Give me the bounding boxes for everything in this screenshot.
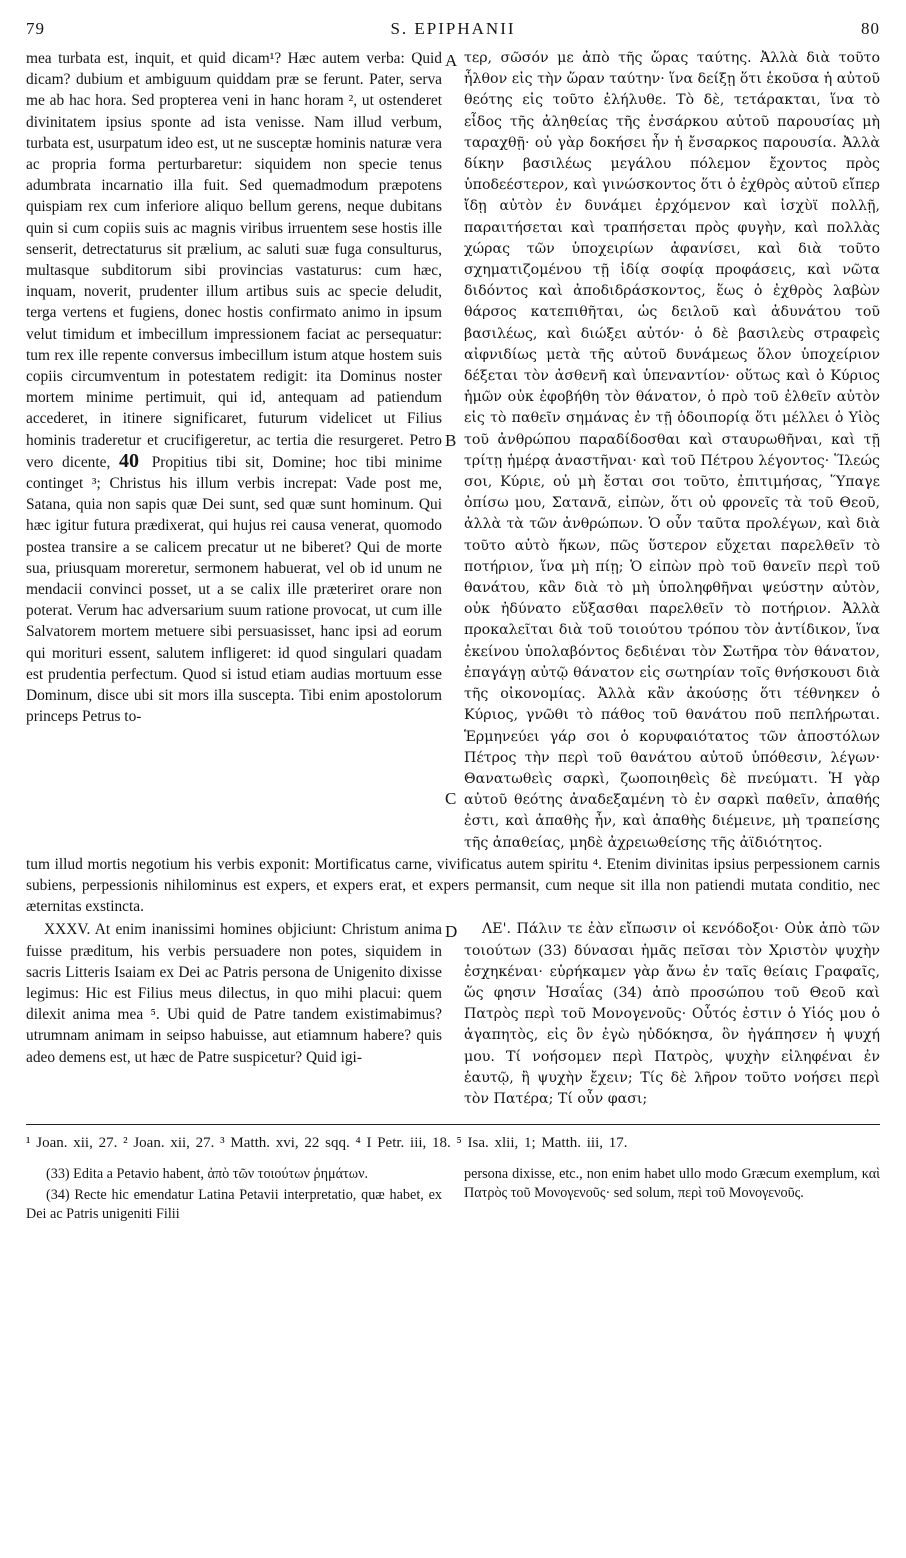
margin-marker-c: C	[445, 789, 457, 808]
left-page-number: 79	[26, 19, 45, 38]
greek-text-section-1: τερ, σῶσόν με ἀπὸ τῆς ὥρας ταύτης. Ἀλλὰ διὰ τοῦτο ἦλθον εἰς τὴν ὥραν ταύτην· ἵνα δείξῃ ὅτι ἑκοῦσα ἡ αὐτοῦ θεότης εἰς τοῦτο ἐλήλυθε. Τὸ δὲ, τετάρακται, ἵνα τὸ εἶδος τῆς ἀληθείας τῆς ἐνσάρκου αὐτοῦ παρουσίας μὴ ταραχθῇ· οὐ γὰρ δοκήσει ἦν ἡ ἔνσαρκος παρουσία. Ἀλλὰ δίκην βασιλέως μεγάλου πόλεμον ἔχοντος πρὸς ὑποδεέστερον, καὶ γινώσκοντος ὅτι ὁ ἐχθρὸς αὐτοῦ εἴπερ ἴδῃ αὐτὸν ἐν δυνάμει ἐρχόμενον καὶ ἰσχὺϊ πολλῇ, παραιτήσεται καὶ τραπήσεται πρὸς φυγὴν, καὶ πολλὰς χώρας τῶν ὑποχειρίων ἀφανίσει, καὶ διὰ τοῦτο σχηματιζομένου τῇ ἰδίᾳ σοφίᾳ προφάσεις, καὶ νῶτα διδόντος καὶ ἀποδιδράσκοντος, ἕως ὁ ἐχθρὸς λαβὼν θάρσος κατεπιθῆται, ὡς δειλοῦ καὶ ἀδυνάτου τοῦ βασιλέως, καὶ διώξει αὐτόν· ὁ δὲ βασιλεὺς στραφεὶς αἰφνιδίως μετὰ τῆς αὐτοῦ δυνάμεως ὅλον ὑποχείριον δέξεται τὸν ἀσθενῆ καὶ ὑπεναντίον· οὕτως καὶ ὁ Κύριος ἡμῶν οὐκ ἐφοβήθη τὸν θάνατον, ὁ πρὸ τοῦ ἐλθεῖν αὐτὸν εἰς τὸ παθεῖν σημάνας ἐν τῇ ὁδοιπορίᾳ ὅτι μέλλει ὁ Υἱὸς τοῦ ἀνθρώπου παραδίδοσθαι καὶ σταυρωθῆναι, καὶ τῇ τρίτῃ ἡμέρᾳ ἀναστῆναι· καὶ τοῦ Πέτρου λέγοντος· Ἵλεώς σοι, Κύριε, οὐ μὴ ἔσται σοι τοῦτο, ἐπιτιμήσας, Ὕπαγε ὀπίσω μου, Σατανᾶ, εἰπὼν, ὅτι οὐ φρονεῖς τὰ τοῦ Θεοῦ, ἀλλὰ τὰ τῶν ἀνθρώπων. Ὁ οὖν ταῦτα προλέγων, καὶ διὰ τοῦτο αὐτὸ ἥκων, πῶς ὕστερον εὔχεται παρελθεῖν τὸ ποτήριον, ἵνα μὴ πίῃ; Ὁ εἰπὼν πρὸ τοῦ θανεῖν περὶ τοῦ θανάτου, κἂν διὰ τὸ μὴ ὑποληφθῆναι ψεύστην αὐτὸν, οὐκ ἠδύνατο εὔξασθαι παρελθεῖν τὸ ποτήριον. Ἀλλὰ προκαλεῖται διὰ τοῦ τοιούτου τρόπου τὸν ἀντίδικον, ἵνα ἐκείνου ὑπολαβόντος δεδιέναι τὸν Σωτῆρα τὸν θάνατον, ἐπαγάγῃ αὐτῷ θάνατον εἰς σωτηρίαν τοῖς θνήσκουσι διὰ τῆς οἰκονομίας. Ἀλλὰ κἂν ἀκούσῃς ὅτι τέθνηκεν ὁ Κύριος, γνῶθι τὸ πάθος τοῦ θανάτου ποῦ πεπλήρωται. Ἑρμηνεύει γάρ σοι ὁ κορυφαιότατος τῶν ἀποστόλων Πέτρος τὴν περὶ τοῦ θανάτου αὐτοῦ ὑπόθεσιν, λέγων· Θανατωθεὶς σαρκὶ, ζωοποιηθεὶς δὲ πνεύματι. Ἡ γὰρ αὐτοῦ θεότης ἀναδεξαμένη τὸ ἐν σαρκὶ παθεῖν, ἀπαθής ἐστι, καὶ ἀπαθὴς ἦν, καὶ ἀπαθὴς διέμεινε, μὴ τραπείσης τῆς ἀπαθείας, μηδὲ ἀχρειωθείσης τῆς ἀϊδιότητος.	[464, 50, 880, 851]
latin-column-2	[26, 919, 442, 1110]
latin-paragraph-cont: Propitius tibi sit, Domine; hoc tibi minime continget ³; Christus his illum verbis increpat: Vade post me, Satana, quia non sapis quæ Dei sunt, sed quæ sunt hominum. Qui hæc igitur futura prædixerat, qui hujus rei causa venerat, quomodo postea transire a se calicem precatur ut ne biberet? Qui de morte sua, priusquam moreretur, sermonem habuerat, vel ob id unum ne mendacii convinci posset, ut a se calix ille præteriret orare non poterat. Verum hac adversarium suum ratione provocat, ut cum ille Salvatorem mortem metuere sibi persuasisset, hanc ipsi ad eorum qui morituri essent, salutem infligeret: id quod singulari quadam est prudentia perfectum. Quod si istud etiam audias mortuum esse Dominum, disce ubi sit mors illa suscepta. Tibi enim apostolorum princeps Petrus to-	[26, 453, 442, 726]
section-2-columns	[26, 919, 880, 1110]
scripture-references: ¹ Joan. xii, 27. ² Joan. xii, 27. ³ Matth. xvi, 22 sqq. ⁴ I Petr. iii, 18. ⁵ Isa. xlii, 1; Matth. iii, 17.	[26, 1135, 628, 1152]
right-page-number: 80	[861, 19, 880, 38]
chapter-mark: 40	[119, 449, 140, 472]
page-header	[26, 18, 880, 48]
footnote-34: (34) Recte hic emendatur Latina Petavii interpretatio, quæ habet, ex Dei ac Patris unigeniti Filii	[26, 1187, 442, 1223]
section-1-columns	[26, 48, 880, 854]
latin-column	[26, 48, 442, 854]
margin-marker-b: B	[445, 431, 457, 450]
latin-fullwidth-text: tum illud mortis negotium his verbis exponit: Mortificatus carne, vivificatus autem spiritu ⁴. Etenim divinitas ipsius perpessionem carnis subiens, perpessionis nihilominus est expers, et expers erat, et expers permansit, cum neque sit illa non patiendi mutata conditio, nec æternitas exstincta.	[26, 855, 880, 916]
latin-text-section-2: XXXV. At enim inanissimi homines objiciunt: Christum anima fuisse præditum, his verbis persuadere non potes, siquidem in sacris Litteris Isaiam ex Dei ac Patris persona de Unigenito dixisse legimus: Hic est Filius meus dilectus, in quo mihi placui: quem dilexit anima mea ⁵. Ubi quid de Patre tandem existimabimus? utrumnam animam in seipso habuisse, aut etiamnum habere? quis adeo demens est, ut hæc de Patre suspicetur? Quid igi-	[26, 921, 442, 1066]
greek-text-section-2: ΛΕ'. Πάλιν τε ἐὰν εἴπωσιν οἱ κενόδοξοι· Οὐκ ἀπὸ τῶν τοιούτων (33) δύνασαι ἡμᾶς πεῖσαι τὸν Χριστὸν ψυχὴν ἐσχηκέναι· εὑρήκαμεν γὰρ ἄνω ἐν ταῖς θείαις Γραφαῖς, ὥς φησιν Ἡσαΐας (34) ἀπὸ προσώπου τοῦ Θεοῦ καὶ Πατρὸς περὶ τοῦ Μονογενοῦς· Οὗτός ἐστιν ὁ Υἱός μου ὁ ἀγαπητὸς, εἰς ὃν ἐγὼ ηὐδόκησα, ὃν ἠγάπησεν ἡ ψυχή μου. Τί νοήσομεν περὶ Πατρὸς, ψυχὴν εἰληφέναι ἐν ἑαυτῷ, ἢ ψυχὴν ἔχειν; Τίς δὲ λῆρον τοῦτο νοήσει περὶ τὸν Πατέρα; Τί οὖν φασι;	[464, 921, 880, 1107]
footnote-columns	[26, 1165, 880, 1226]
latin-paragraph: mea turbata est, inquit, et quid dicam¹? Hæc autem verba: Quid dicam? dubium et ambiguum quiddam præ se ferunt. Pater, serva me ab hac hora. Sed propterea veni in hanc horam ², ut ostenderet divinitatem ipsius sponte ad ista venisse. Nam illud verbum, turbata est, usurpatum ideo est, ut ne susceptæ hominis naturæ vera ac propria forma perturbaretur: siquidem non specie tenus adumbrata incarnatio illa fuit. Sed quemadmodum præpotens quispiam rex cum inferiore aliquo bellum gerens, neque dubitans quin si cum copiis suis ac magnis viribus irruentem sese hostis ille senserit, detrectaturus sit prælium, ac saluti suæ fuga consulturus, multasque subditorum sibi provincias vastaturus: cum hæc, inquam, noverit, prudenter illum artibus suis ac specie deludit, terga vertens et fugiens, donec hostis confirmato animo in ipsum velut timidum et imbecillum impressionem faciat ac persequatur: tum rex ille repente conversus imbecillum istum atque hostem suis copiis circumventum in potestatem redigit: ita Dominus noster mortem minime pertimuit, qui id, antequam ad patiendum accederet, in itinere significaret, futurum videlicet ut Filius hominis traderetur et crucifigeretur, ac tertia die resurgeret. Petro vero dicente,	[26, 50, 442, 471]
footnote-rule	[26, 1124, 880, 1125]
greek-column-2	[464, 919, 880, 1110]
footnote-34-cont: persona dixisse, etc., non enim habet ullo modo Græcum exemplum, καὶ Πατρὸς τοῦ Μονογενοῦς· sed solum, περὶ τοῦ Μονογενοῦς.	[464, 1166, 880, 1202]
greek-column	[464, 48, 880, 854]
running-title: S. EPIPHANII	[390, 19, 516, 38]
footnote-right	[464, 1165, 880, 1226]
margin-marker-d: D	[445, 922, 458, 942]
footnote-left	[26, 1165, 442, 1226]
latin-text-section-1	[26, 48, 442, 728]
footnote-33: (33) Edita a Petavio habent, ἀπὸ τῶν τοιούτων ῥημάτων.	[46, 1166, 369, 1183]
margin-marker-a: A	[445, 51, 458, 70]
